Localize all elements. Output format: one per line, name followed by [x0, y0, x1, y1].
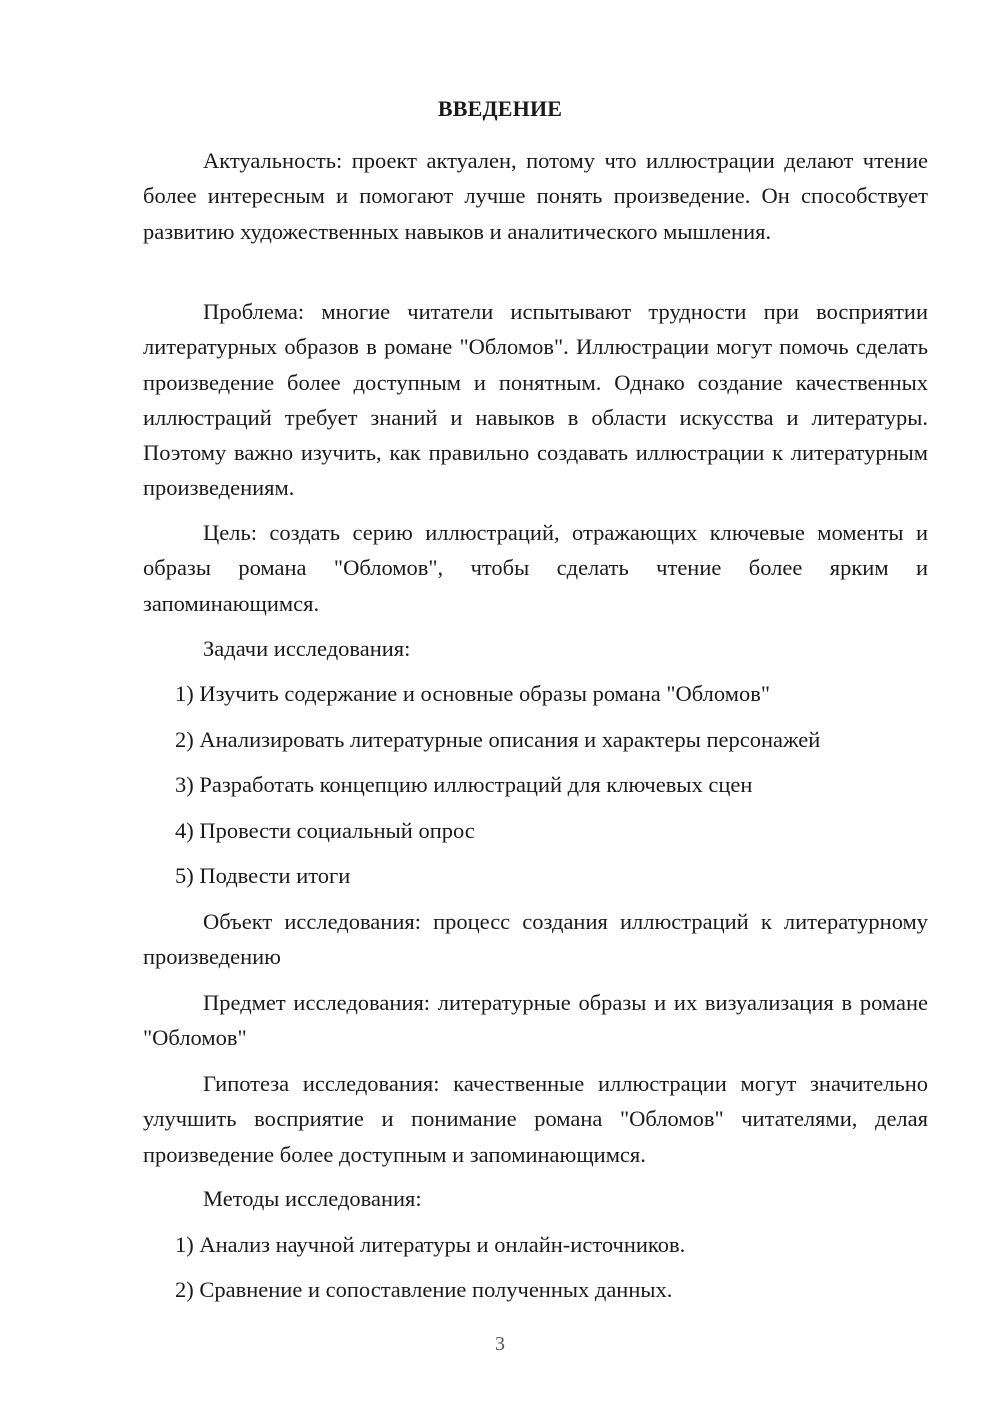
list-item: 5) Подвести итоги — [175, 863, 351, 888]
list-item: 3) Разработать концепцию иллюстраций для ключевых сцен — [175, 772, 753, 797]
list-item: 2) Сравнение и сопоставление полученных данных. — [175, 1277, 673, 1302]
list-item: 4) Провести социальный опрос — [175, 818, 475, 843]
methods-title: Методы исследования: — [203, 1186, 422, 1211]
list-item: 1) Анализ научной литературы и онлайн-источников. — [175, 1232, 686, 1257]
section-heading: ВВЕДЕНИЕ — [437, 96, 563, 121]
object-paragraph: Объект исследования: процесс создания иллюстраций к литературному произведению — [143, 909, 928, 970]
relevance-paragraph: Актуальность: проект актуален, потому что иллюстрации делают чтение более интересным и помогают лучше понять произведение. Он способствует развитию художественных навыков и аналитического мышления. — [143, 148, 928, 244]
tasks-title: Задачи исследования: — [203, 636, 411, 661]
subject-paragraph: Предмет исследования: литературные образы и их визуализация в романе "Обломов" — [143, 990, 928, 1051]
list-item: 1) Изучить содержание и основные образы романа "Обломов" — [175, 681, 771, 706]
hypothesis-paragraph: Гипотеза исследования: качественные иллюстрации могут значительно улучшить восприятие и понимание романа "Обломов" читателями, делая произведение более доступным и запоминающимся. — [143, 1071, 928, 1167]
page-number: 3 — [495, 1333, 505, 1355]
problem-paragraph: Проблема: многие читатели испытывают трудности при восприятии литературных образов в романе "Обломов". Иллюстрации могут помочь сделать произведение более доступным и понятным. Однако создание качественных иллюстраций требует знаний и навыков в области искусства и литературы. Поэтому важно изучить, как правильно создавать иллюстрации к литературным произведениям. — [143, 299, 928, 501]
goal-paragraph: Цель: создать серию иллюстраций, отражающих ключевые моменты и образы романа "Обломов", чтобы сделать чтение более ярким и запоминающимся. — [143, 520, 928, 616]
list-item: 2) Анализировать литературные описания и характеры персонажей — [175, 727, 821, 752]
